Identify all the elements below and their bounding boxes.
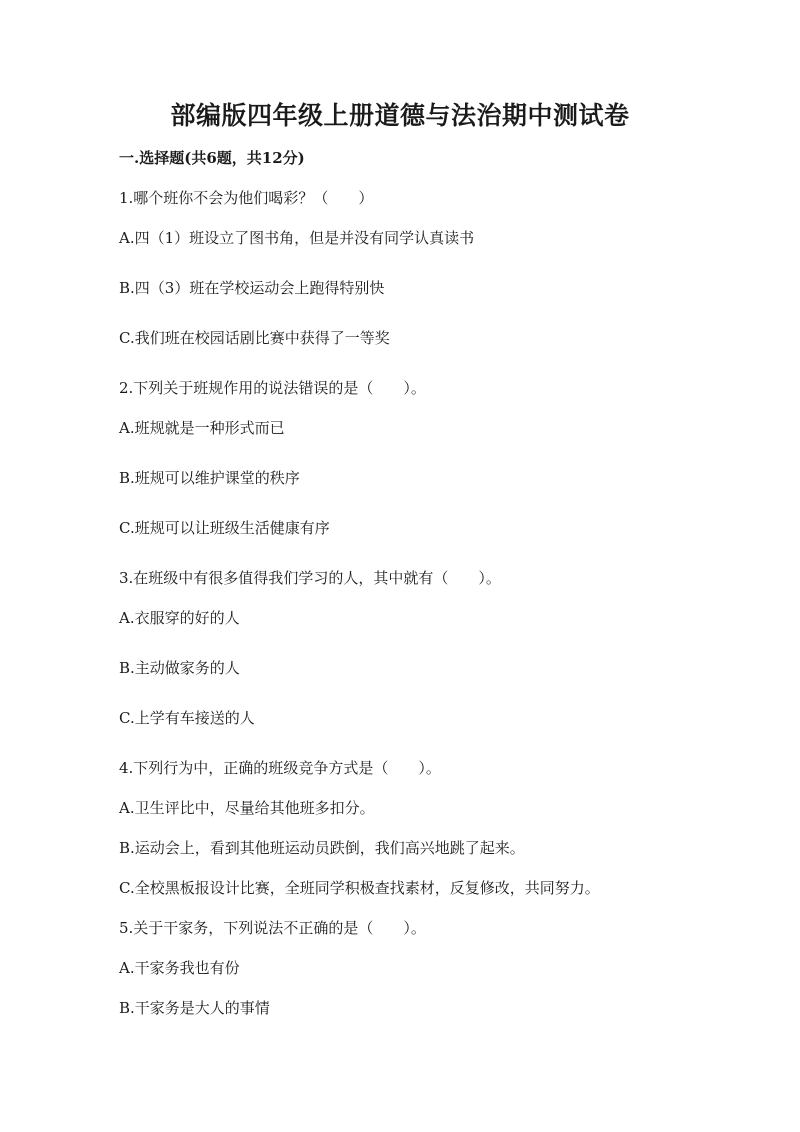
question-1-option-b: B.四（3）班在学校运动会上跑得特别快: [119, 279, 385, 297]
question-3-option-a: A.衣服穿的好的人: [119, 609, 240, 627]
question-3-option-c: C.上学有车接送的人: [119, 709, 255, 727]
question-1-option-c: C.我们班在校园话剧比赛中获得了一等奖: [119, 329, 390, 347]
question-3-stem: 3.在班级中有很多值得我们学习的人，其中就有（ ）。: [119, 569, 501, 587]
question-1-option-a: A.四（1）班设立了图书角，但是并没有同学认真读书: [119, 229, 475, 247]
question-2-stem: 2.下列关于班规作用的说法错误的是（ ）。: [119, 379, 426, 397]
question-5-stem: 5.关于干家务，下列说法不正确的是（ ）。: [119, 919, 426, 937]
section-heading: 一.选择题(共6题，共12分): [119, 149, 305, 167]
question-4-stem: 4.下列行为中，正确的班级竞争方式是（ ）。: [119, 759, 441, 777]
question-2-option-c: C.班规可以让班级生活健康有序: [119, 519, 330, 537]
question-5-option-b: B.干家务是大人的事情: [119, 999, 270, 1017]
question-4-option-b: B.运动会上，看到其他班运动员跌倒，我们高兴地跳了起来。: [119, 839, 525, 857]
question-4-option-c: C.全校黑板报设计比赛，全班同学积极查找素材，反复修改，共同努力。: [119, 879, 600, 897]
question-4-option-a: A.卫生评比中，尽量给其他班多扣分。: [119, 799, 375, 817]
question-2-option-b: B.班规可以维护课堂的秩序: [119, 469, 300, 487]
page-title: 部编版四年级上册道德与法治期中测试卷: [170, 101, 630, 130]
question-1-stem: 1.哪个班你不会为他们喝彩？（ ）: [119, 189, 374, 207]
question-3-option-b: B.主动做家务的人: [119, 659, 240, 677]
question-2-option-a: A.班规就是一种形式而已: [119, 419, 285, 437]
question-5-option-a: A.干家务我也有份: [119, 959, 240, 977]
